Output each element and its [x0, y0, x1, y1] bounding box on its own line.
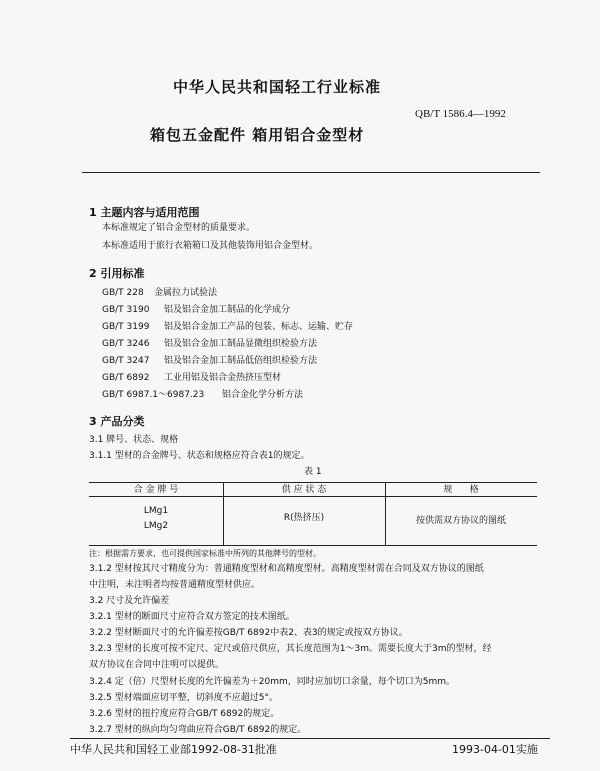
document-title: 箱包五金配件 箱用铝合金型材	[150, 126, 365, 144]
table-1	[89, 482, 537, 546]
clause-3-2-6: 3.2.6 型材的扭拧度应符合GB/T 6892的规定。	[89, 709, 280, 719]
standard-number: QB/T 1586.4—1992	[415, 108, 506, 120]
table-header-alloy: 合 金 牌 号	[133, 485, 179, 495]
table-header-spec: 规 格	[443, 485, 479, 495]
reference-item: GB/T 6892 工业用铝及铝合金热挤压型材	[102, 373, 282, 383]
footer-rule	[70, 738, 550, 739]
clause-3-2-5: 3.2.5 型材端面应切平整，切斜度不应超过5°。	[89, 693, 278, 703]
clause-3-2-7: 3.2.7 型材的纵向均匀弯曲应符合GB/T 6892的规定。	[89, 725, 307, 735]
clause-3-1: 3.1 牌号、状态、规格	[89, 435, 179, 445]
reference-item: GB/T 228 金属拉力试验法	[102, 288, 218, 298]
clause-3-2-4: 3.2.4 定（倍）尺型材长度的允许偏差为＋20mm，同时应加切口余量，每个切口为5mm。	[89, 677, 456, 687]
header-rule	[82, 172, 540, 173]
section-1-para-2: 本标准适用于旅行衣箱箱口及其他装饰用铝合金型材。	[102, 241, 319, 251]
reference-item: GB/T 3199 铝及铝合金加工产品的包装、标志、运输、贮存	[102, 322, 354, 332]
table-header-state: 供 应 状 态	[281, 485, 327, 495]
clause-3-2-3: 3.2.3 型材的长度可按不定尺、定尺或倍尺供应，其长度范围为1～3m。需要长度大于3m的型材，经	[89, 644, 492, 654]
table-cell-state: R(热挤压)	[283, 513, 325, 523]
table-caption: 表 1	[304, 467, 322, 477]
reference-item: GB/T 6987.1～6987.23 铝合金化学分析方法	[102, 390, 304, 400]
clause-3-2-1: 3.2.1 型材的断面尺寸应符合双方签定的技术图纸。	[89, 612, 295, 622]
effective-date: 1993-04-01实施	[452, 743, 538, 756]
table-note: 注：根据需方要求，也可提供国家标准中所列的其他牌号的型材。	[89, 549, 321, 558]
section-1-heading: 1 主题内容与适用范围	[89, 206, 200, 219]
section-1-para-1: 本标准规定了铝合金型材的质量要求。	[102, 223, 256, 233]
table-cell-spec: 按供需双方协议的图纸	[415, 516, 506, 526]
approval-line: 中华人民共和国轻工业部1992-08-31批准	[70, 743, 277, 756]
reference-item: GB/T 3190 铝及铝合金加工制品的化学成分	[102, 305, 291, 315]
clause-3-1-1: 3.1.1 型材的合金牌号、状态和规格应符合表1的规定。	[89, 451, 310, 461]
section-3-heading: 3 产品分类	[89, 415, 145, 428]
clause-3-2: 3.2 尺寸及允许偏差	[89, 596, 170, 606]
clause-3-1-2: 3.1.2 型材按其尺寸精度分为：普通精度型材和高精度型材。高精度型材需在合同及双方协议的图纸	[89, 564, 484, 574]
reference-item: GB/T 3247 铝及铝合金加工制品低倍组织检验方法	[102, 356, 318, 366]
clause-3-2-2: 3.2.2 型材断面尺寸的允许偏差按GB/T 6892中表2、表3的规定或按双方协议。	[89, 628, 408, 638]
table-cell-alloy: LMg2	[143, 521, 169, 531]
section-2-heading: 2 引用标准	[89, 267, 145, 280]
clause-3-1-2-cont: 中注明，未注明者均按普通精度型材供应。	[89, 580, 261, 590]
issuing-org: 中华人民共和国轻工行业标准	[173, 78, 382, 96]
table-cell-alloy: LMg1	[143, 506, 169, 516]
clause-3-2-3-cont: 双方协议在合同中注明可以提供。	[89, 660, 225, 670]
reference-item: GB/T 3246 铝及铝合金加工制品显微组织检验方法	[102, 339, 318, 349]
